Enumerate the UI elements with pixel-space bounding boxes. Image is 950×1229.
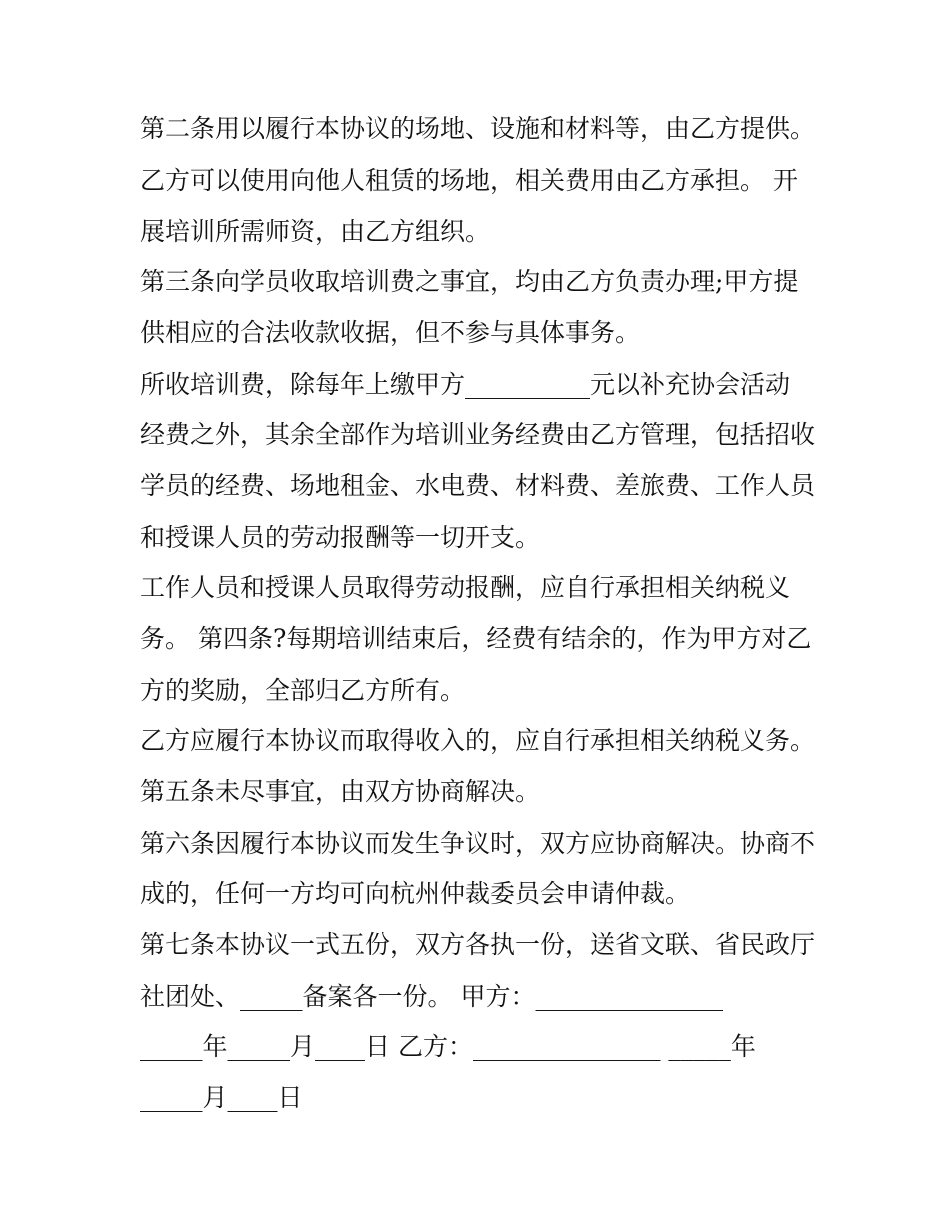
text-line: 第七条本协议一式五份，双方各执一份，送省文联、省民政厅 [140, 930, 816, 959]
text-line: 学员的经费、场地租金、水电费、材料费、差旅费、工作人员 [140, 471, 816, 500]
text-line: 第六条因履行本协议而发生争议时，双方应协商解决。协商不 [140, 829, 816, 858]
text-line: 所收培训费，除每年上缴甲方__________元以补充协会活动 [140, 370, 791, 399]
text-line: 方的奖励，全部归乙方所有。 [140, 676, 466, 705]
text-line: 工作人员和授课人员取得劳动报酬，应自行承担相关纳税义 [140, 573, 791, 602]
text-line: _____月____日 [140, 1083, 303, 1112]
text-line: 乙方应履行本协议而取得收入的，应自行承担相关纳税义务。 [140, 726, 816, 755]
text-line: 第五条未尽事宜，由双方协商解决。 [140, 777, 541, 806]
text-line: 经费之外，其余全部作为培训业务经费由乙方管理，包括招收 [140, 420, 816, 449]
text-line: 务。 第四条?每期培训结束后，经费有结余的，作为甲方对乙 [140, 624, 812, 653]
text-line: 供相应的合法收款收据，但不参与具体事务。 [140, 318, 641, 347]
text-line: 展培训所需师资，由乙方组织。 [140, 217, 491, 246]
text-line: 成的，任何一方均可向杭州仲裁委员会申请仲裁。 [140, 879, 691, 908]
text-line: 第二条用以履行本协议的场地、设施和材料等，由乙方提供。 [140, 114, 816, 143]
text-line: 社团处、_____备案各一份。 甲方：_______________ [140, 982, 723, 1011]
text-line: 第三条向学员收取培训费之事宜，均由乙方负责办理;甲方提 [140, 267, 799, 296]
text-line: _____年_____月____日 乙方：_______________ _____年 [140, 1032, 756, 1061]
text-line: 和授课人员的劳动报酬等一切开支。 [140, 523, 541, 552]
text-line: 乙方可以使用向他人租赁的场地，相关费用由乙方承担。 开 [140, 166, 798, 195]
